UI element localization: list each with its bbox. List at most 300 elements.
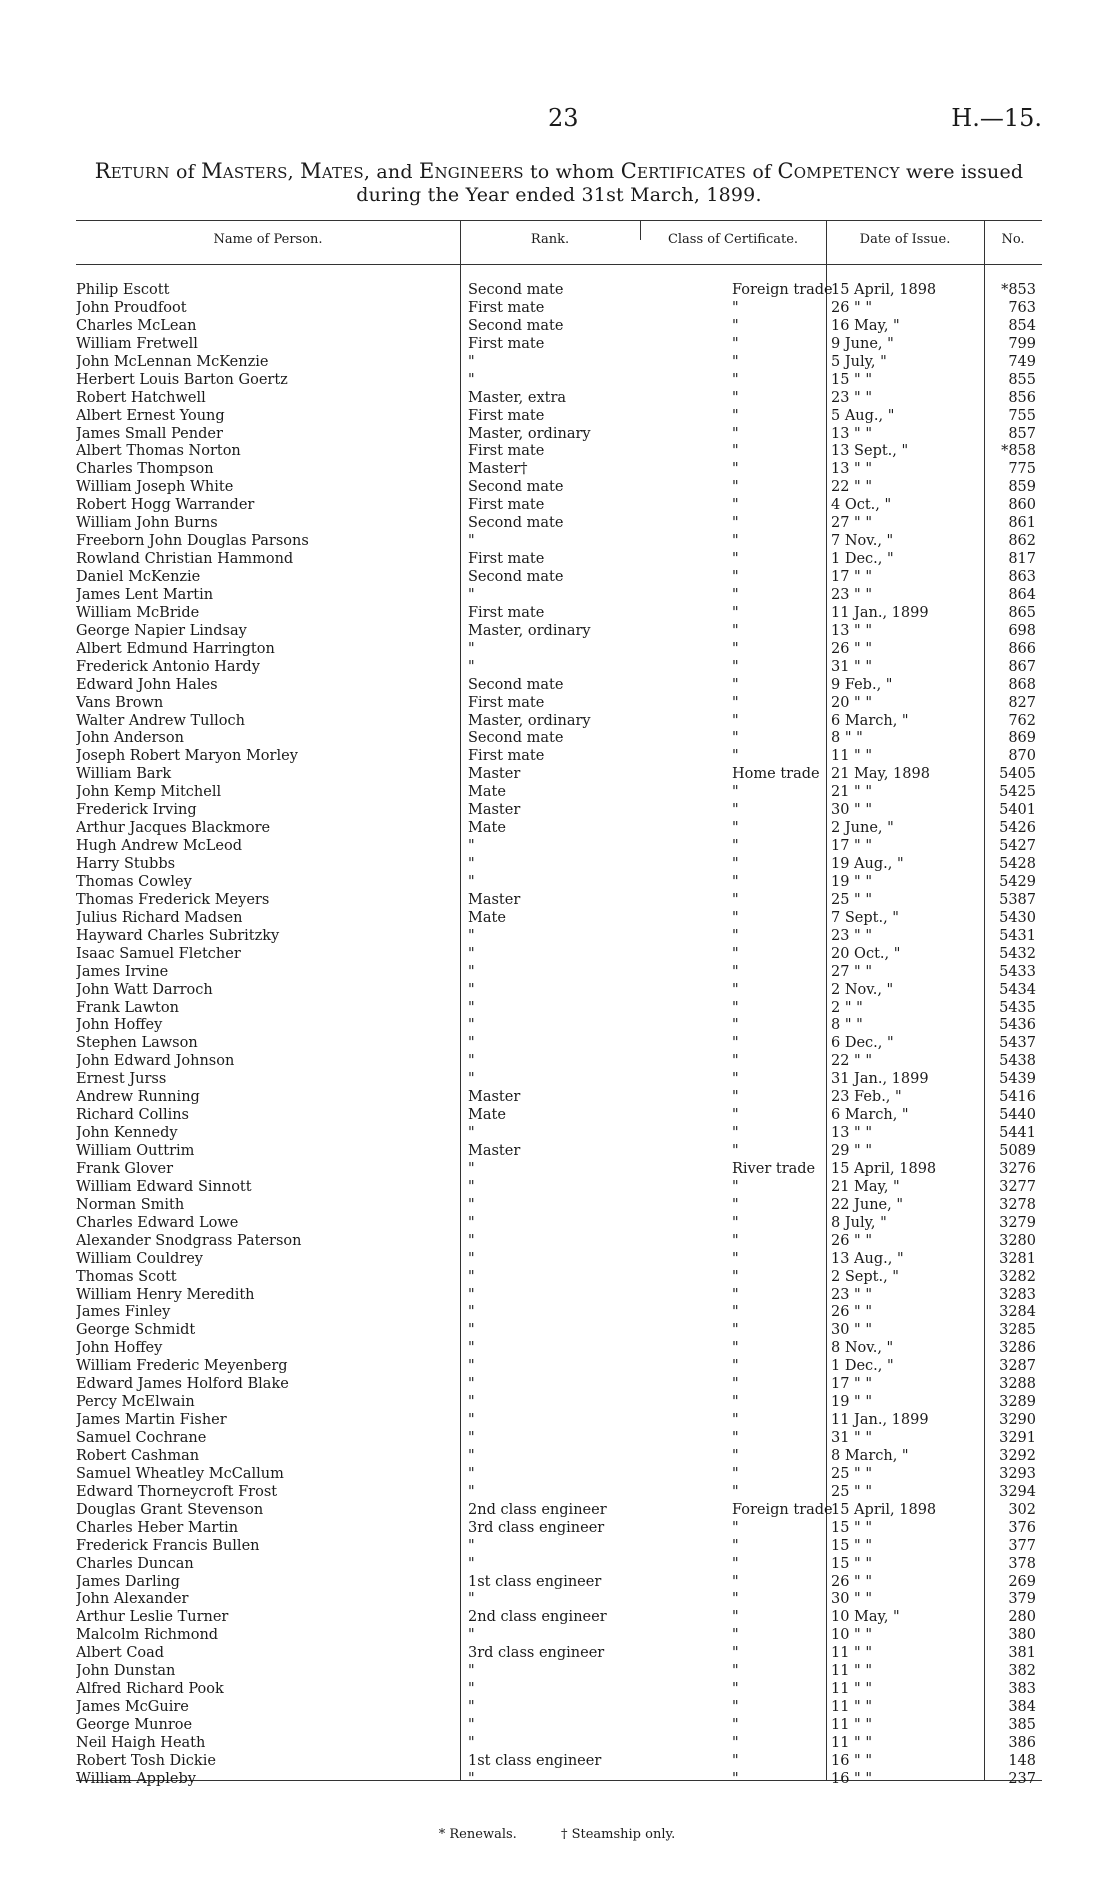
table-row: [76, 1735, 1042, 1753]
date-of-issue: 25 " ": [831, 891, 873, 908]
certificate-number: 5405: [999, 766, 1036, 783]
person-name: Isaac Samuel Fletcher: [76, 945, 241, 962]
rank: ": [468, 873, 475, 890]
person-name: William Fretwell: [76, 335, 198, 352]
person-name: John Alexander: [76, 1591, 189, 1608]
table-row: [76, 1143, 1042, 1161]
date-of-issue: 20 Oct., ": [831, 945, 901, 962]
certificate-number: 3286: [999, 1340, 1036, 1357]
certificate-class: ": [732, 497, 739, 514]
date-of-issue: 13 Sept., ": [831, 443, 909, 460]
certificate-number: 381: [1008, 1645, 1036, 1662]
certificate-number: 3288: [999, 1376, 1036, 1393]
date-of-issue: 13 " ": [831, 622, 873, 639]
rank: ": [468, 586, 475, 603]
date-of-issue: 31 " ": [831, 1430, 873, 1446]
certificate-class: ": [732, 371, 739, 388]
table-row: [76, 300, 1042, 318]
person-name: George Schmidt: [76, 1322, 196, 1339]
table-row: [76, 1538, 1042, 1556]
certificate-number: 3292: [999, 1447, 1036, 1464]
rank: ": [468, 1483, 475, 1500]
rank: Master, ordinary: [468, 622, 591, 639]
rank: First mate: [468, 748, 545, 765]
date-of-issue: 2 Nov., ": [831, 981, 894, 998]
table-row: [76, 479, 1042, 497]
rank: Mate: [468, 1107, 506, 1124]
rank: ": [468, 1627, 475, 1644]
certificate-number: 864: [1008, 586, 1036, 603]
person-name: James Martin Fisher: [76, 1412, 227, 1429]
table-row: [76, 1287, 1042, 1305]
certificate-class: ": [732, 1035, 739, 1052]
certificate-class: ": [732, 640, 739, 657]
person-name: William Couldrey: [76, 1250, 203, 1267]
certificate-number: 698: [1008, 622, 1036, 639]
table-row: [76, 1233, 1042, 1251]
table-row: [76, 1071, 1042, 1089]
certificate-class: ": [732, 389, 739, 406]
date-of-issue: 17 " ": [831, 1376, 873, 1393]
document-title: Return of Masters, Mates, and Engineers to whom Certificates of Competency were issued during the Year ended 31st March, 1899.: [94, 159, 1024, 206]
date-of-issue: 10 May, ": [831, 1609, 900, 1626]
table-row: [76, 1000, 1042, 1018]
rank: ": [468, 1358, 475, 1375]
person-name: Charles Heber Martin: [76, 1519, 239, 1536]
table-row: [76, 605, 1042, 623]
table-row: [76, 1304, 1042, 1322]
certificate-class: Foreign trade: [732, 282, 833, 298]
table-row: [76, 1448, 1042, 1466]
table-row: [76, 1556, 1042, 1574]
date-of-issue: 22 " ": [831, 1053, 873, 1070]
person-name: John Kemp Mitchell: [76, 784, 222, 801]
table-row: [76, 1574, 1042, 1592]
certificate-class: ": [732, 1537, 739, 1554]
date-of-issue: 5 July, ": [831, 353, 887, 370]
person-name: Norman Smith: [76, 1196, 185, 1213]
date-of-issue: 15 " ": [831, 1519, 873, 1536]
table-row: [76, 1520, 1042, 1538]
table-row: [76, 1645, 1042, 1663]
rank: ": [468, 999, 475, 1016]
certificate-class: ": [732, 461, 739, 478]
person-name: George Munroe: [76, 1717, 193, 1733]
date-of-issue: 22 " ": [831, 479, 873, 496]
certificate-number: 5429: [999, 873, 1036, 890]
person-name: Herbert Louis Barton Goertz: [76, 371, 288, 388]
date-of-issue: 21 May, ": [831, 1178, 900, 1195]
rank: ": [468, 1412, 475, 1429]
table-row: [76, 1125, 1042, 1143]
certificate-class: ": [732, 335, 739, 352]
certificate-number: 3283: [999, 1286, 1036, 1303]
certificate-number: 5433: [999, 963, 1036, 980]
date-of-issue: 11 " ": [831, 1681, 873, 1698]
person-name: Richard Collins: [76, 1107, 189, 1124]
person-name: Thomas Cowley: [76, 873, 192, 890]
certificate-class: ": [732, 569, 739, 585]
certificate-number: 5439: [999, 1071, 1036, 1088]
table-row: [76, 1753, 1042, 1771]
person-name: Walter Andrew Tulloch: [76, 712, 245, 729]
table-row: [76, 1430, 1042, 1448]
person-name: Charles Edward Lowe: [76, 1214, 239, 1231]
certificate-class: ": [732, 1483, 739, 1500]
person-name: John Hoffey: [76, 1340, 163, 1357]
person-name: Andrew Running: [76, 1089, 200, 1106]
rank: ": [468, 1017, 475, 1034]
certificate-class: ": [732, 1196, 739, 1213]
certificate-class: Foreign trade: [732, 1501, 833, 1518]
certificate-class: ": [732, 1125, 739, 1142]
certificate-number: 384: [1008, 1699, 1036, 1716]
certificate-number: 377: [1008, 1537, 1036, 1554]
rank: Master, extra: [468, 389, 567, 406]
rank: ": [468, 371, 475, 388]
certificate-number: 3284: [999, 1304, 1036, 1321]
rank: Second mate: [468, 515, 564, 532]
rank: ": [468, 1053, 475, 1070]
certificate-number: 799: [1008, 335, 1036, 352]
title-line-2: during the Year ended 31st March, 1899.: [356, 184, 762, 206]
table-row: [76, 587, 1042, 605]
document-reference: H.—15.: [951, 104, 1042, 132]
header-no: No.: [1001, 232, 1025, 247]
date-of-issue: 4 Oct., ": [831, 497, 892, 514]
date-of-issue: 26 " ": [831, 1573, 873, 1590]
certificate-number: 827: [1008, 694, 1036, 711]
table-row: [76, 1161, 1042, 1179]
certificate-number: 863: [1008, 569, 1036, 585]
rank: ": [468, 1232, 475, 1249]
certificate-number: 868: [1008, 676, 1036, 693]
person-name: Percy McElwain: [76, 1394, 195, 1411]
certificate-class: ": [732, 407, 739, 424]
certificate-number: 3293: [999, 1465, 1036, 1482]
certificate-class: ": [732, 443, 739, 460]
certificate-class: ": [732, 425, 739, 442]
certificate-class: ": [732, 1322, 739, 1339]
person-name: Edward John Hales: [76, 676, 218, 693]
table-row: [76, 1591, 1042, 1609]
certificate-number: 3281: [999, 1250, 1036, 1267]
certificate-number: 870: [1008, 748, 1036, 765]
certificate-class: ": [732, 1717, 739, 1733]
certificate-number: 3276: [999, 1160, 1036, 1177]
certificate-class: ": [732, 784, 739, 801]
certificate-number: 302: [1008, 1501, 1036, 1518]
person-name: William Frederic Meyenberg: [76, 1358, 288, 1375]
person-name: Hayward Charles Subritzky: [76, 927, 280, 944]
person-name: Freeborn John Douglas Parsons: [76, 533, 309, 550]
person-name: Arthur Leslie Turner: [76, 1609, 229, 1626]
certificate-class: ": [732, 1107, 739, 1124]
rank: Master, ordinary: [468, 712, 591, 729]
table-row: [76, 766, 1042, 784]
person-name: Albert Thomas Norton: [76, 443, 241, 460]
date-of-issue: 1 Dec., ": [831, 1358, 894, 1375]
person-name: Frederick Irving: [76, 802, 197, 819]
certificate-class: ": [732, 1663, 739, 1680]
table-row: [76, 892, 1042, 910]
certificate-number: 867: [1008, 658, 1036, 675]
certificate-class: ": [732, 533, 739, 550]
date-of-issue: 7 Sept., ": [831, 909, 899, 926]
certificate-class: ": [732, 909, 739, 926]
certificate-number: 857: [1008, 425, 1036, 442]
table-row: [76, 461, 1042, 479]
certificate-number: 854: [1008, 317, 1036, 334]
person-name: William Appleby: [76, 1770, 196, 1787]
person-name: Vans Brown: [76, 694, 164, 711]
date-of-issue: 9 Feb., ": [831, 676, 893, 693]
certificate-number: 3294: [999, 1483, 1036, 1500]
table-row: [76, 1179, 1042, 1197]
table-row: [76, 1089, 1042, 1107]
person-name: William Joseph White: [76, 479, 234, 496]
rank: ": [468, 1734, 475, 1751]
certificate-class: ": [732, 353, 739, 370]
certificate-class: ": [732, 856, 739, 872]
person-name: Frederick Antonio Hardy: [76, 658, 260, 675]
table-row: [76, 874, 1042, 892]
person-name: Rowland Christian Hammond: [76, 551, 294, 568]
table-row: [76, 1627, 1042, 1645]
certificate-number: 3282: [999, 1268, 1036, 1285]
person-name: John Watt Darroch: [76, 981, 213, 998]
certificate-number: 763: [1008, 299, 1036, 316]
certificate-class: ": [732, 1734, 739, 1751]
certificate-class: ": [732, 676, 739, 693]
rank: ": [468, 533, 475, 550]
person-name: John Dunstan: [76, 1663, 176, 1680]
table-row: [76, 336, 1042, 354]
table-body: [76, 282, 1042, 1789]
person-name: Stephen Lawson: [76, 1035, 198, 1052]
table-row: [76, 1251, 1042, 1269]
certificate-number: 380: [1008, 1627, 1036, 1644]
table-row: [76, 569, 1042, 587]
date-of-issue: 15 April, 1898: [831, 1160, 937, 1177]
person-name: James Darling: [76, 1573, 180, 1590]
date-of-issue: 11 " ": [831, 748, 873, 765]
person-name: James Finley: [76, 1304, 171, 1321]
certificate-number: 3285: [999, 1322, 1036, 1339]
date-of-issue: 8 Nov., ": [831, 1340, 894, 1357]
person-name: William Edward Sinnott: [76, 1178, 252, 1195]
rank: First mate: [468, 497, 545, 514]
header-name: Name of Person.: [213, 232, 323, 247]
rank: 3rd class engineer: [468, 1519, 605, 1536]
certificate-number: 5428: [999, 856, 1036, 872]
certificate-number: 3287: [999, 1358, 1036, 1375]
rank: Mate: [468, 820, 506, 837]
rank: Second mate: [468, 282, 564, 298]
certificate-number: 280: [1008, 1609, 1036, 1626]
person-name: James Lent Martin: [76, 586, 214, 603]
certificate-number: 859: [1008, 479, 1036, 496]
rank: First mate: [468, 335, 545, 352]
date-of-issue: 8 " ": [831, 1017, 863, 1034]
certificate-class: ": [732, 820, 739, 837]
certificate-number: 148: [1008, 1752, 1036, 1769]
person-name: Julius Richard Madsen: [76, 909, 243, 926]
rank: Master: [468, 1143, 521, 1159]
table-row: [76, 802, 1042, 820]
date-of-issue: 26 " ": [831, 1304, 873, 1321]
person-name: Robert Hatchwell: [76, 389, 206, 406]
person-name: Malcolm Richmond: [76, 1627, 219, 1644]
footnote-renewals: * Renewals.: [438, 1827, 517, 1842]
person-name: John Anderson: [76, 730, 184, 747]
certificate-number: 869: [1008, 730, 1036, 747]
certificate-class: ": [732, 1465, 739, 1482]
date-of-issue: 23 " ": [831, 586, 873, 603]
rank: ": [468, 1465, 475, 1482]
person-name: Charles McLean: [76, 317, 197, 334]
page-header: [0, 104, 1114, 144]
rank: ": [468, 1178, 475, 1195]
table-row: [76, 1215, 1042, 1233]
certificate-class: ": [732, 1268, 739, 1285]
rank: ": [468, 945, 475, 962]
certificate-number: 5441: [999, 1125, 1036, 1142]
certificate-number: 237: [1008, 1770, 1036, 1787]
certificate-class: ": [732, 748, 739, 765]
certificate-class: ": [732, 1627, 739, 1644]
date-of-issue: 25 " ": [831, 1483, 873, 1500]
table-row: [76, 659, 1042, 677]
rank: ": [468, 1770, 475, 1787]
certificate-number: 856: [1008, 389, 1036, 406]
table-row: [76, 1017, 1042, 1035]
table-row: [76, 784, 1042, 802]
table-row: [76, 820, 1042, 838]
person-name: Ernest Jurss: [76, 1071, 167, 1088]
person-name: Frederick Francis Bullen: [76, 1537, 260, 1554]
certificate-class: ": [732, 586, 739, 603]
certificate-number: 5089: [999, 1143, 1036, 1159]
certificate-class: ": [732, 299, 739, 316]
person-name: Samuel Wheatley McCallum: [76, 1465, 284, 1482]
table-row: [76, 533, 1042, 551]
date-of-issue: 19 " ": [831, 1394, 873, 1411]
date-of-issue: 20 " ": [831, 694, 873, 711]
date-of-issue: 11 " ": [831, 1734, 873, 1751]
certificate-number: 3291: [999, 1430, 1036, 1446]
table-row: [76, 982, 1042, 1000]
rank: ": [468, 1340, 475, 1357]
date-of-issue: 11 " ": [831, 1645, 873, 1662]
table-row: [76, 695, 1042, 713]
table-row: [76, 1681, 1042, 1699]
rank: ": [468, 1717, 475, 1733]
person-name: John Kennedy: [76, 1125, 178, 1142]
table-row: [76, 1484, 1042, 1502]
table-row: [76, 677, 1042, 695]
table-row: [76, 1609, 1042, 1627]
rank: ": [468, 1286, 475, 1303]
certificate-number: 383: [1008, 1681, 1036, 1698]
table-row: [76, 1035, 1042, 1053]
person-name: William Henry Meredith: [76, 1286, 255, 1303]
rank: Master, ordinary: [468, 425, 591, 442]
header-date: Date of Issue.: [859, 232, 951, 247]
header-rank: Rank.: [530, 232, 570, 247]
certificate-number: 5401: [999, 802, 1036, 819]
date-of-issue: 23 " ": [831, 1286, 873, 1303]
date-of-issue: 30 " ": [831, 1591, 873, 1608]
rank: First mate: [468, 551, 545, 568]
date-of-issue: 15 " ": [831, 1555, 873, 1572]
date-of-issue: 16 " ": [831, 1752, 873, 1769]
certificate-class: ": [732, 1340, 739, 1357]
person-name: William Bark: [76, 766, 172, 783]
certificate-number: 861: [1008, 515, 1036, 532]
person-name: Robert Cashman: [76, 1447, 200, 1464]
certificate-number: 775: [1008, 461, 1036, 478]
footnote-steamship: † Steamship only.: [560, 1827, 676, 1842]
rank: Mate: [468, 909, 506, 926]
rank: First mate: [468, 604, 545, 621]
page-number: 23: [548, 104, 579, 132]
certificate-class: ": [732, 927, 739, 944]
date-of-issue: 13 Aug., ": [831, 1250, 904, 1267]
table-row: [76, 641, 1042, 659]
person-name: Frank Glover: [76, 1160, 174, 1177]
date-of-issue: 8 March, ": [831, 1447, 909, 1464]
certificate-class: ": [732, 1447, 739, 1464]
rank: Master: [468, 802, 521, 819]
date-of-issue: 13 " ": [831, 425, 873, 442]
rank: ": [468, 1322, 475, 1339]
person-name: Alfred Richard Pook: [76, 1681, 224, 1698]
certificate-number: 3279: [999, 1214, 1036, 1231]
certificate-class: ": [732, 891, 739, 908]
rank: ": [468, 856, 475, 872]
footnotes: [0, 1827, 1114, 1842]
table-row: [76, 910, 1042, 928]
table-row: [76, 1053, 1042, 1071]
date-of-issue: 25 " ": [831, 1465, 873, 1482]
rank: ": [468, 1591, 475, 1608]
date-of-issue: 15 April, 1898: [831, 1501, 937, 1518]
certificate-class: ": [732, 1304, 739, 1321]
certificate-number: 5426: [999, 820, 1036, 837]
table-row: [76, 551, 1042, 569]
certificate-number: 5437: [999, 1035, 1036, 1052]
date-of-issue: 16 " ": [831, 1770, 873, 1787]
rank: Master†: [468, 461, 528, 478]
certificate-class: ": [732, 1519, 739, 1536]
certificate-number: 755: [1008, 407, 1036, 424]
certificate-class: ": [732, 551, 739, 568]
rank: ": [468, 1035, 475, 1052]
certificate-number: 385: [1008, 1717, 1036, 1733]
person-name: Albert Coad: [76, 1645, 165, 1662]
date-of-issue: 26 " ": [831, 1232, 873, 1249]
table-row: [76, 946, 1042, 964]
table-row: [76, 497, 1042, 515]
certificate-number: 5387: [999, 891, 1036, 908]
rank: ": [468, 1537, 475, 1554]
certificate-class: ": [732, 479, 739, 496]
certificate-class: ": [732, 1017, 739, 1034]
certificate-class: ": [732, 1555, 739, 1572]
table-row: [76, 1699, 1042, 1717]
person-name: Samuel Cochrane: [76, 1430, 207, 1446]
